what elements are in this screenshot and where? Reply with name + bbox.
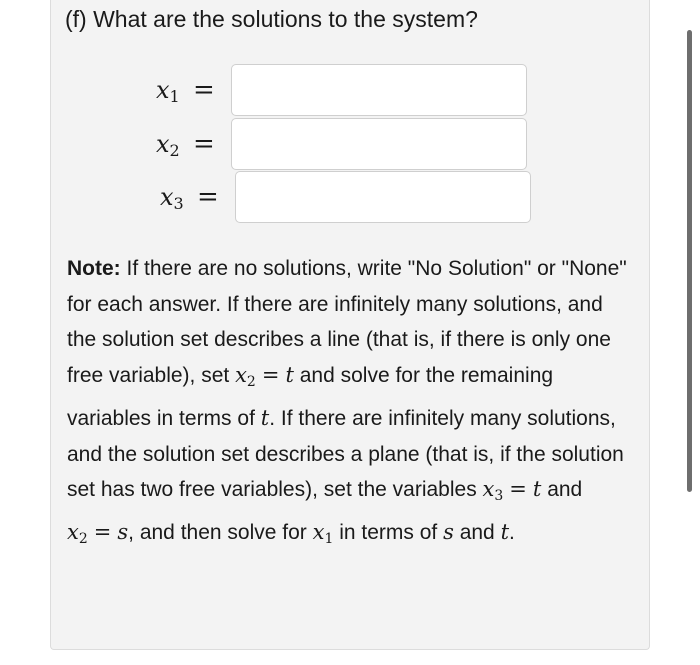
equation-row-x3 bbox=[0, 171, 700, 223]
equation-row-x2 bbox=[0, 118, 700, 170]
math-equals: = bbox=[261, 363, 280, 388]
note-text: Note: If there are no solutions, write "No Solution" or "None" for each answer. If there are infinitely many solutions, and the solution set describes a line (that is, if there is only one free variable), set $x_2 = t$ and solve for the remaining variables in terms of t. If there are infinitely many solutions, and the solution set describes a plane (that is, if the solution set has two free variables), set the variables $x_3 = t$ and $x_2 = s$, and then solve for $x_1$ in terms of s and t. bbox=[67, 257, 627, 547]
math-t: t bbox=[532, 477, 542, 502]
x3-answer-input[interactable] bbox=[235, 171, 531, 223]
math-equals: = bbox=[93, 519, 112, 544]
math-x2: $x_2$ bbox=[67, 519, 88, 547]
math-equals: = bbox=[509, 477, 527, 502]
math-t: t bbox=[500, 519, 510, 544]
x1-answer-input[interactable] bbox=[231, 64, 527, 116]
equals-sign: = bbox=[193, 129, 215, 159]
math-x2: $x_2$ bbox=[235, 363, 256, 391]
math-x1: $x_1$ bbox=[312, 519, 334, 547]
note-label: Note: bbox=[67, 257, 121, 280]
variable-label-x3: $x_3$ bbox=[160, 183, 184, 213]
math-s: s bbox=[443, 519, 454, 544]
math-s: s bbox=[117, 519, 129, 544]
vertical-scrollbar[interactable] bbox=[687, 30, 692, 492]
equation-row-x1 bbox=[0, 64, 700, 116]
question-title: (f) What are the solutions to the system? bbox=[65, 6, 478, 32]
variable-label-x1: $x_1$ bbox=[156, 76, 180, 106]
math-x3: $x_3$ bbox=[482, 477, 504, 505]
equals-sign: = bbox=[193, 75, 215, 105]
math-t: t bbox=[285, 363, 294, 388]
equals-sign: = bbox=[197, 182, 219, 212]
math-t: t bbox=[260, 405, 270, 430]
x2-answer-input[interactable] bbox=[231, 118, 527, 170]
variable-label-x2: $x_2$ bbox=[156, 130, 180, 160]
